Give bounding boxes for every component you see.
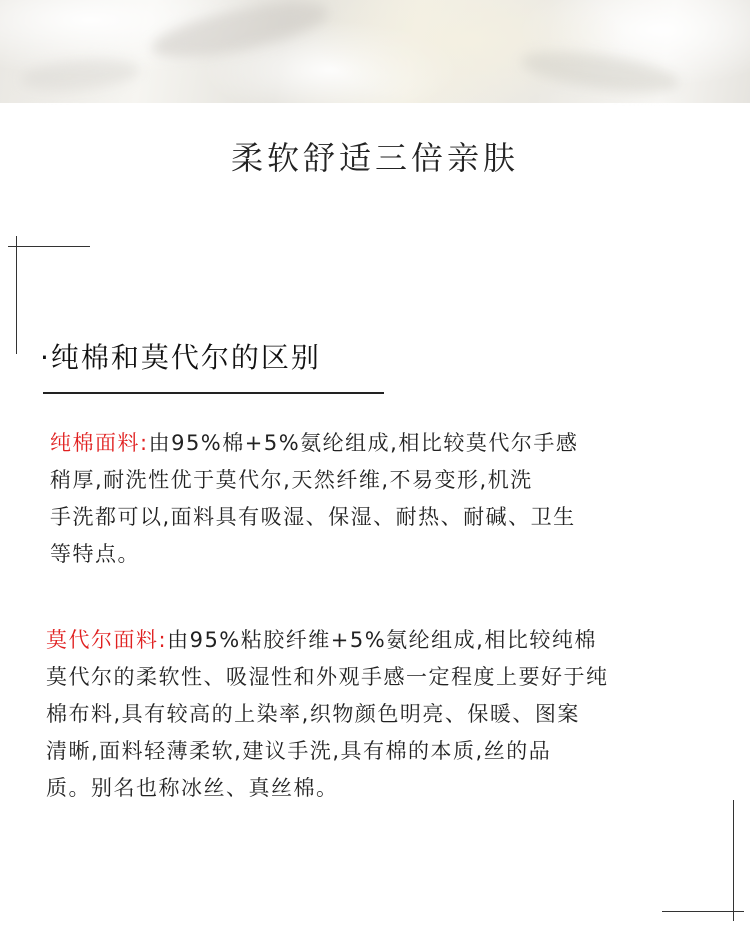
modal-line-3: 棉布料,具有较高的上染率,织物颜色明亮、保暖、图案: [46, 702, 580, 726]
modal-label: 莫代尔面料:: [46, 628, 168, 652]
cotton-text: 由95%棉+5%氨纶组成,相比较莫代尔手感: [148, 431, 579, 455]
corner-line-bottom-right-horizontal: [662, 911, 744, 912]
corner-line-top-left-horizontal: [8, 246, 90, 247]
cotton-line-2: 稍厚,耐洗性优于莫代尔,天然纤维,不易变形,机洗: [50, 468, 533, 492]
main-title: 柔软舒适三倍亲肤: [230, 139, 519, 177]
fabric-fold: [518, 44, 681, 100]
modal-paragraph: [46, 622, 609, 807]
cotton-paragraph: [50, 425, 578, 573]
modal-line-1: [46, 622, 609, 659]
modal-line-5: 质。别名也称冰丝、真丝棉。: [46, 776, 339, 800]
section-heading: ·纯棉和莫代尔的区别: [40, 341, 321, 374]
cotton-line-4: 等特点。: [50, 542, 140, 566]
modal-line-2: 莫代尔的柔软性、吸湿性和外观手感一定程度上要好于纯: [46, 665, 609, 689]
cotton-label: 纯棉面料:: [50, 431, 149, 455]
cotton-line-3: 手洗都可以,面料具有吸湿、保湿、耐热、耐碱、卫生: [50, 505, 576, 529]
modal-line-4: 清晰,面料轻薄柔软,建议手洗,具有棉的本质,丝的品: [46, 739, 552, 763]
corner-line-top-left-vertical: [16, 236, 17, 354]
corner-line-bottom-right-vertical: [733, 800, 734, 921]
modal-text: 由95%粘胶纤维+5%氨纶组成,相比较纯棉: [167, 628, 597, 652]
fabric-banner-image: [0, 0, 750, 103]
cotton-line-1: [50, 425, 578, 462]
fabric-fold: [148, 0, 332, 68]
section-underline: [43, 392, 384, 394]
fabric-fold: [19, 55, 141, 95]
